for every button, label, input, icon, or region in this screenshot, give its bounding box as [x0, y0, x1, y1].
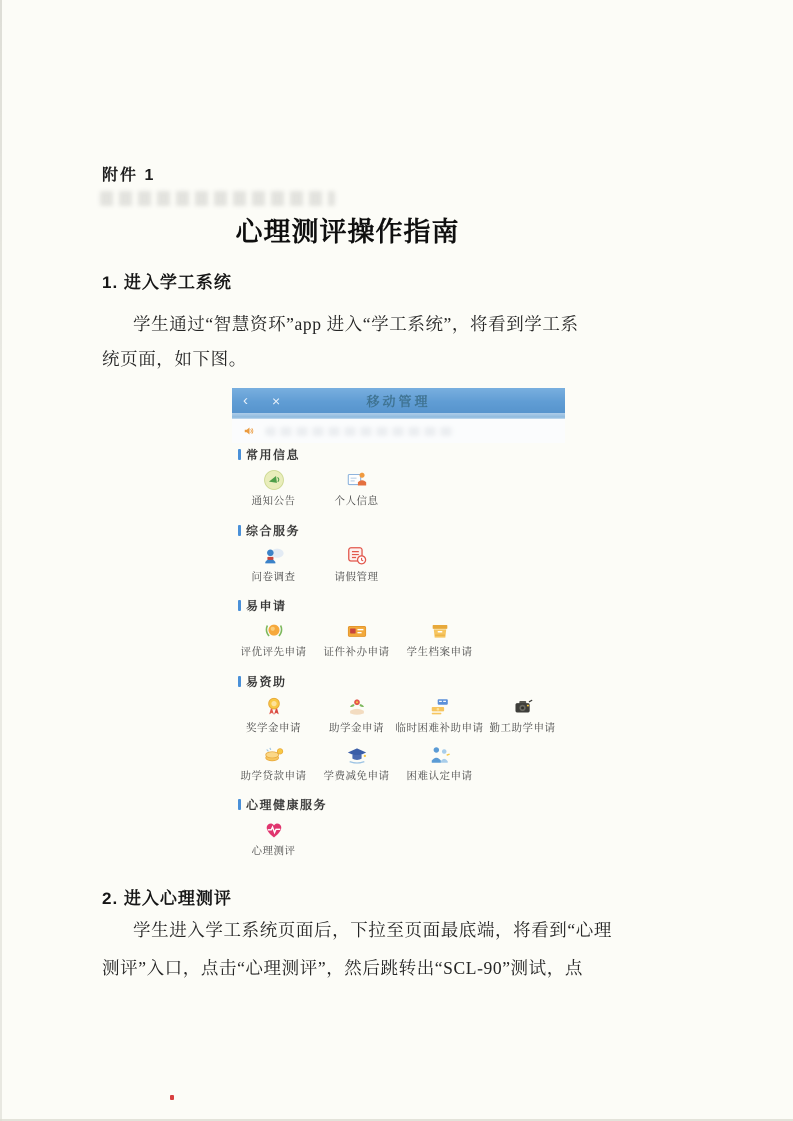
work-toolkit-icon: [512, 696, 534, 718]
app-grid-item[interactable]: [398, 744, 481, 784]
speaker-icon: [243, 425, 255, 437]
app-item-label: 评优评先申请: [240, 646, 307, 659]
survey-person-icon: [263, 545, 285, 567]
app-section-title: 易资助: [246, 674, 287, 689]
app-item-row: [232, 545, 565, 585]
section-marker-bar: [238, 600, 241, 611]
app-section-header: [232, 598, 565, 613]
app-grid-item[interactable]: [398, 620, 481, 660]
app-item-label: 困难认定申请: [406, 769, 473, 782]
app-section: [232, 797, 565, 859]
app-grid-item[interactable]: [315, 469, 398, 509]
app-section-header: [232, 523, 565, 538]
id-card-person-icon: [346, 469, 368, 491]
app-item-row: [232, 819, 565, 859]
section-marker-bar: [238, 676, 241, 687]
app-item-row: [232, 469, 565, 509]
app-section-title: 常用信息: [246, 448, 301, 462]
app-grid-item[interactable]: [315, 545, 398, 585]
para-2-line-1: 学生进入学工系统页面后，下拉至页面最底端，将看到“心理: [133, 920, 612, 940]
app-grid-item[interactable]: [315, 696, 398, 736]
app-item-label: 请假管理: [334, 570, 379, 583]
app-grid-item[interactable]: [232, 469, 315, 509]
app-section: [232, 523, 565, 585]
app-item-label: 奖学金申请: [246, 721, 301, 734]
section-marker-bar: [238, 449, 241, 460]
app-grid-item[interactable]: [232, 620, 315, 660]
app-grid-item[interactable]: [315, 744, 398, 784]
app-section-title: 心理健康服务: [246, 798, 328, 813]
megaphone-icon: [263, 469, 285, 491]
para-1-line-1: 学生通过“智慧资环”app 进入“学工系统”，将看到学工系: [133, 314, 579, 334]
app-item-label: 学生档案申请: [406, 646, 473, 659]
coins-icon: [263, 744, 285, 766]
red-dot-artifact: [170, 1095, 174, 1100]
app-item-label: 证件补办申请: [323, 646, 390, 659]
app-grid-item[interactable]: [395, 696, 484, 736]
attachment-label: 附件 1: [102, 167, 156, 184]
app-section: [232, 447, 565, 509]
section-2-heading: 2. 进入心理测评: [102, 889, 232, 908]
heart-ecg-icon: [263, 819, 285, 841]
app-item-label: 助学贷款申请: [240, 769, 307, 782]
app-item-label: 个人信息: [334, 495, 379, 507]
app-item-row: [232, 744, 565, 784]
app-header-title: 移动管理: [366, 394, 431, 409]
app-grid-item[interactable]: [232, 545, 315, 585]
graduation-cap-icon: [346, 744, 368, 766]
app-item-label: 学费减免申请: [323, 769, 390, 782]
leave-stamp-clock-icon: [346, 545, 368, 567]
app-grid-item[interactable]: [315, 620, 398, 660]
banknote-tag-icon: [429, 696, 451, 718]
app-section-header: [232, 797, 565, 812]
app-item-label: 问卷调查: [251, 570, 296, 583]
app-section-header: [232, 674, 565, 689]
announcement-faded-text: [265, 427, 455, 436]
app-item-label: 勤工助学申请: [489, 721, 556, 734]
app-grid-item[interactable]: [232, 696, 315, 736]
section-marker-bar: [238, 525, 241, 536]
doc-title: 心理测评操作指南: [235, 217, 460, 247]
medal-wreath-icon: [263, 620, 285, 642]
app-section-title: 综合服务: [246, 523, 301, 538]
archive-box-icon: [429, 620, 451, 642]
section-1-heading: 1. 进入学工系统: [102, 273, 232, 292]
app-section: [232, 598, 565, 660]
app-section-title: 易申请: [246, 599, 287, 614]
announcement-bar: [232, 419, 565, 443]
app-grid-item[interactable]: [232, 819, 315, 859]
two-people-icon: [429, 744, 451, 766]
page-left-edge-artifact: [0, 0, 2, 1121]
app-grid-item[interactable]: [232, 744, 315, 784]
para-2-line-2: 测评”入口，点击“心理测评”，然后跳转出“SCL-90”测试，点: [102, 958, 583, 978]
back-icon[interactable]: ‹: [243, 392, 248, 409]
app-item-label: 心理测评: [251, 845, 296, 858]
bleed-through-artifact: [100, 191, 335, 206]
app-header: [232, 388, 565, 413]
section-marker-bar: [238, 799, 241, 810]
app-section-header: [232, 447, 565, 462]
app-grid-item[interactable]: [481, 696, 564, 736]
medal-ribbon-icon: [263, 696, 285, 718]
embedded-app-screenshot: [232, 388, 565, 873]
app-item-row: [232, 620, 565, 660]
para-1-line-2: 统页面，如下图。: [102, 349, 247, 369]
hand-flower-icon: [346, 696, 368, 718]
app-item-label: 助学金申请: [329, 721, 384, 734]
app-section: [232, 674, 565, 783]
app-item-label: 临时困难补助申请: [395, 721, 484, 734]
id-card-icon: [346, 620, 368, 642]
app-item-label: 通知公告: [251, 495, 296, 507]
close-icon[interactable]: ×: [272, 392, 281, 409]
app-item-row: [232, 696, 565, 736]
app-sections: [232, 443, 565, 859]
